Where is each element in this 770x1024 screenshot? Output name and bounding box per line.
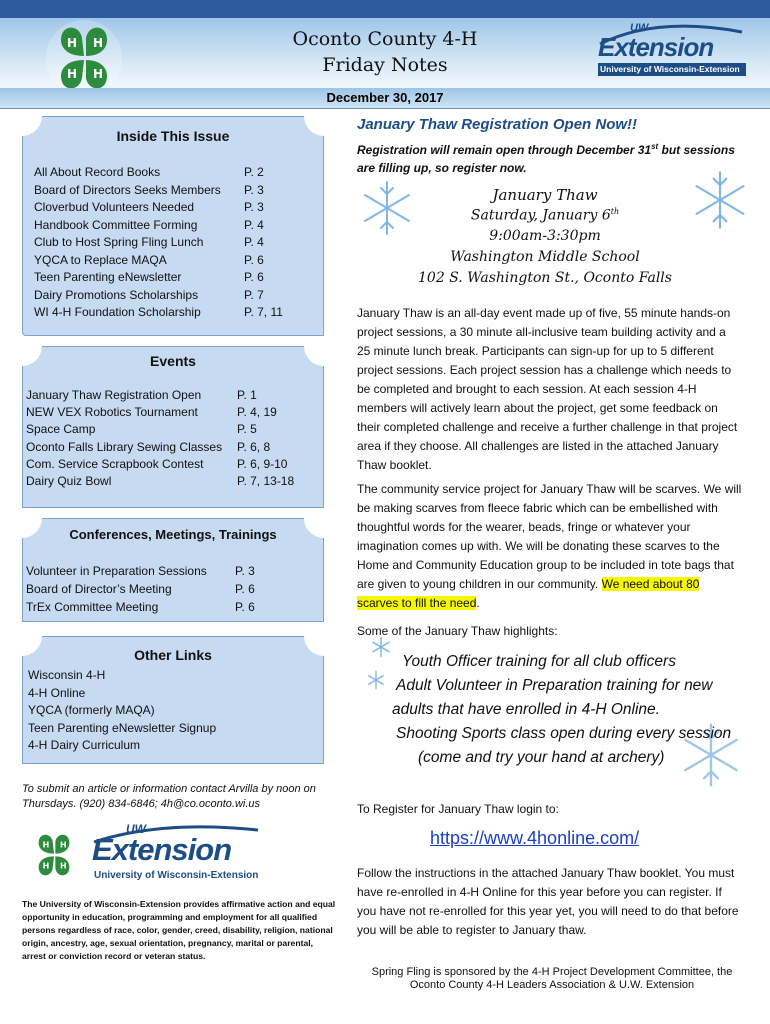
link-item[interactable]: 4-H Dairy Curriculum [28, 738, 141, 752]
inside-this-issue-box [22, 116, 324, 336]
highlight-item: adults that have enrolled in 4-H Online. [392, 701, 660, 718]
brand-word: Extension [598, 32, 714, 62]
list-item-label: Club to Host Spring Fling Lunch [34, 235, 204, 249]
list-item-label: Board of Director’s Meeting [26, 582, 172, 596]
list-item-label: January Thaw Registration Open [26, 388, 202, 402]
newsletter-title [250, 26, 520, 78]
event-date-text: Saturday, January 6 [470, 207, 611, 224]
conferences-title: Conferences, Meetings, Trainings [69, 527, 277, 542]
list-item-page: P. 5 [237, 422, 257, 437]
link-item[interactable]: YQCA (formerly MAQA) [28, 703, 155, 717]
4honline-link[interactable]: https://www.4honline.com/ [430, 828, 640, 848]
events-box [22, 346, 324, 508]
event-name: January Thaw [492, 186, 598, 204]
list-item-label: All About Record Books [34, 165, 161, 179]
list-item-page: P. 4 [244, 235, 264, 249]
list-item-page: P. 6 [244, 270, 264, 284]
highlighted-need: We need about 80 scarves to fill the need [357, 577, 700, 610]
event-address: 102 S. Washington St., Oconto Falls [418, 270, 672, 286]
link-item[interactable]: Teen Parenting eNewsletter Signup [28, 720, 217, 735]
clover-logo-bottom-icon [22, 822, 86, 888]
subtitle-part-b: but sessions are filling up, so register now. [357, 143, 735, 175]
article-paragraph-2 [357, 480, 742, 613]
list-item-label: YQCA to Replace MAQA [34, 252, 167, 267]
highlight-item: Shooting Sports class open during every session [396, 725, 732, 742]
list-item-page: P. 6 [235, 600, 255, 614]
list-item-label: Volunteer in Preparation Sessions [26, 564, 207, 578]
list-item-label: Teen Parenting eNewsletter [34, 270, 182, 284]
list-item-page: P. 7, 13-18 [237, 474, 295, 488]
list-item-page: P. 4, 19 [237, 405, 277, 420]
list-item-label: Cloverbud Volunteers Needed [34, 200, 195, 214]
svg-text:H: H [42, 861, 50, 871]
list-item-label: WI 4-H Foundation Scholarship [34, 305, 201, 319]
list-item-page: P. 6 [244, 252, 264, 267]
list-item-label: Space Camp [26, 422, 96, 437]
list-item-page: P. 6, 9-10 [237, 456, 288, 471]
list-item-label: TrEx Committee Meeting [26, 600, 159, 614]
svg-text:H: H [60, 840, 67, 850]
list-item-label: Dairy Promotions Scholarships [34, 287, 199, 302]
article-paragraph-1: January Thaw is an all-day event made up of five, 55 minute hands-on project sessions, a 30 minute all-inclusive team building activity and a 25 minute lunch break. Participants can sign-up for up to 5 different project sessions. Each project session has a challenge which needs to be completed and brought to each session. At each session 4-H members will actively learn about the project, get some feedback on their completed challenge and receive a further challenge in that project area if they choose. All challenges are listed in the attached January Thaw booklet. [357, 306, 738, 472]
uw-extension-logo [596, 22, 746, 76]
brand-subtitle-bottom: University of Wisconsin-Extension [94, 870, 259, 881]
clover-logo-icon [36, 18, 132, 98]
highlights-intro: Some of the January Thaw highlights: [357, 624, 558, 638]
list-item-page: P. 6 [235, 582, 255, 596]
paragraph-2-text: The community service project for January Thaw will be scarves. We will be making scarves from fleece fabric which can be embellished with thoughtful words for the wearer, beads, fringe or whatever your imagination comes up with. We will be donating these scarves to the Home and Community Education group to be included in tote bags that are given to young children in our community. [357, 482, 742, 591]
eeo-statement: The University of Wisconsin-Extension provides affirmative action and equal opportunity in education, programming and employment for all qualified persons regardless of race, color, gender, creed, disability, religion, national origin, ancestry, age, sexual orientation, pregnancy, marital or parental, arrest or conviction record or veteran status. [22, 899, 336, 961]
svg-text:H: H [60, 861, 67, 871]
issue-date: December 30, 2017 [326, 90, 444, 105]
highlight-item: (come and try your hand at archery) [418, 749, 665, 766]
list-item-page: P. 1 [237, 388, 257, 402]
list-item-page: P. 3 [244, 182, 264, 197]
title-line-1: Oconto County 4-H [292, 28, 478, 50]
uw-mark: UW [630, 22, 649, 34]
list-item-page: P. 3 [244, 200, 264, 214]
list-item-label: Board of Directors Seeks Members [34, 182, 221, 197]
highlight-item: Adult Volunteer in Preparation training for new [396, 677, 713, 694]
snowflake-icon [366, 670, 386, 690]
paragraph-2-end: . [476, 596, 480, 610]
list-item-page: P. 4 [244, 217, 264, 232]
list-item-label: Dairy Quiz Bowl [26, 474, 112, 488]
inside-this-issue-title: Inside This Issue [116, 128, 230, 144]
svg-text:H: H [93, 36, 104, 50]
svg-text:H: H [67, 36, 78, 50]
event-time: 9:00am-3:30pm [489, 228, 601, 244]
other-links-box [22, 636, 324, 764]
register-intro: To Register for January Thaw login to: [357, 802, 559, 816]
uw-mark-bottom: UW [126, 822, 146, 836]
event-place: Washington Middle School [450, 249, 640, 265]
list-item-label: Com. Service Scrapbook Contest [26, 456, 204, 471]
article-title: January Thaw Registration Open Now!! [357, 116, 638, 133]
svg-text:H: H [42, 840, 50, 850]
contact-note: To submit an article or information contact Arvilla by noon on Thursdays. (920) 834-6846; 4h@co.oconto.wi.us [22, 783, 316, 810]
events-title: Events [150, 353, 196, 369]
list-item-label: Handbook Committee Forming [34, 217, 198, 232]
conferences-box [22, 518, 324, 622]
svg-text:H: H [67, 67, 78, 81]
event-date [380, 207, 710, 224]
list-item-label: Oconto Falls Library Sewing Classes [26, 439, 223, 454]
other-links-title: Other Links [134, 647, 212, 663]
top-bar [0, 0, 770, 18]
subtitle-sup: st [651, 142, 659, 151]
article-paragraph-3: Follow the instructions in the attached January Thaw booklet. You must have re-enrolled in 4-H Online for this year before you can register. If you have not re-enrolled for this year yet, you will need to do that before you will be able to register to January thaw. [357, 866, 739, 937]
sponsor-note: Spring Fling is sponsored by the 4-H Project Development Committee, the Oconto County 4-H Leaders Association & U.W. Extension [371, 966, 733, 991]
list-item-page: P. 3 [235, 564, 255, 578]
brand-word-bottom: Extension [92, 832, 232, 867]
subtitle-part-a: Registration will remain open through December 31 [357, 143, 652, 157]
list-item-label: NEW VEX Robotics Tournament [26, 405, 198, 420]
svg-text:H: H [93, 67, 104, 81]
list-item-page: P. 2 [244, 165, 264, 179]
event-date-sup: th [610, 207, 620, 216]
brand-subtitle: University of Wisconsin-Extension [600, 64, 740, 74]
list-item-page: P. 7 [244, 287, 264, 302]
list-item-page: P. 7, 11 [244, 305, 283, 319]
list-item-page: P. 6, 8 [237, 439, 271, 454]
link-item[interactable]: Wisconsin 4-H [28, 668, 106, 682]
link-item[interactable]: 4-H Online [28, 685, 86, 700]
highlight-item: Youth Officer training for all club officers [402, 653, 676, 670]
bottom-logos [22, 822, 262, 890]
title-line-2: Friday Notes [322, 54, 448, 76]
